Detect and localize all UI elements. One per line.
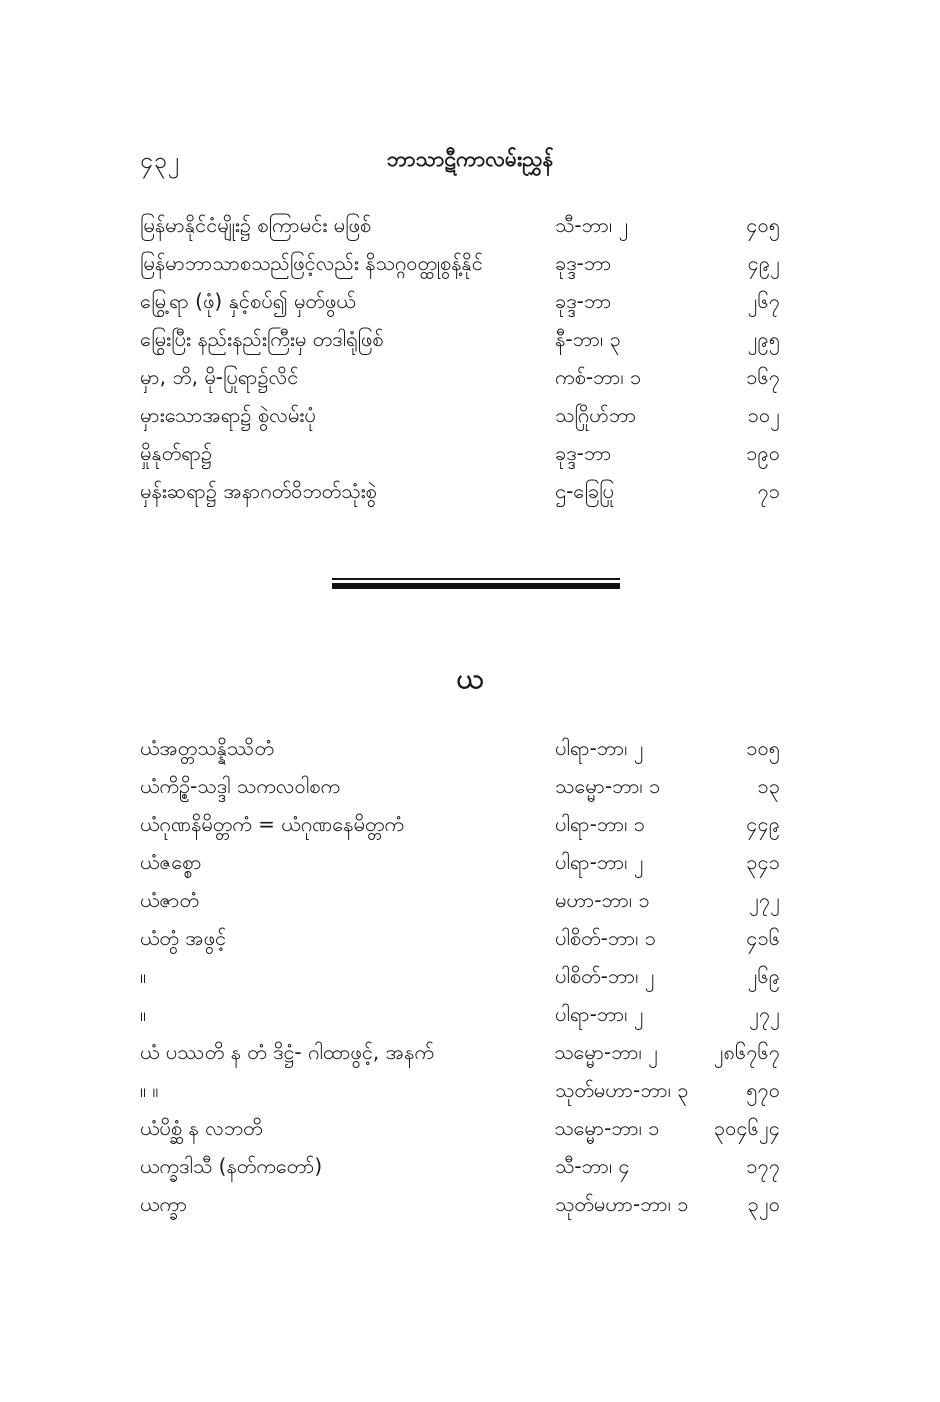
running-head-title: ဘာသာဋီကာလမ်းညွှန် (386, 147, 554, 171)
entry-term: ယံကိဉ္စိ-သဒ္ဒါ သကလဝါစက (140, 774, 341, 798)
entry-book-reference: နီ-ဘာ၊ ၃ (555, 327, 621, 351)
entry-page-number: ၂၉၅ (747, 327, 780, 351)
divider-thin-line (332, 578, 620, 580)
entry-term: မှားသောအရာ၌ စွဲလမ်းပုံ (140, 403, 316, 427)
entry-term: မြန်မာနိုင်ငံမျိုး၌ စကြာမင်း မဖြစ် (140, 213, 372, 237)
entry-page-number: ၂၇၂ (749, 888, 780, 912)
index-entry (140, 887, 780, 925)
index-entry (140, 1001, 780, 1039)
entry-term: ယက္ခာ (140, 1192, 188, 1216)
entry-page-number: ၁၃ (757, 774, 780, 798)
index-entry (140, 735, 780, 773)
entry-page-number: ၁၀၅ (746, 736, 780, 760)
entry-book-reference: ပါရာ-ဘာ၊ ၁ (555, 812, 646, 836)
index-entry (140, 1039, 780, 1077)
index-entry (140, 811, 780, 849)
entry-page-number: ၁၇၇ (746, 1154, 780, 1178)
index-entry (140, 250, 780, 288)
entry-book-reference: ပါရာ-ဘာ၊ ၂ (555, 850, 644, 874)
entry-page-number: ၄၄၉ (746, 812, 780, 836)
index-entry (140, 212, 780, 250)
entry-page-number: ၂၈၆၇၆၇ (713, 1040, 780, 1064)
entry-page-number: ၃၂၀ (747, 1192, 780, 1216)
entry-term: ယံဇာတံ (140, 888, 200, 912)
entry-book-reference: ခုဒ္ဒ-ဘာ (555, 289, 612, 313)
index-entry (140, 773, 780, 811)
entry-page-number: ၂၆၉ (747, 964, 780, 988)
section-divider (332, 578, 620, 590)
entry-book-reference: ခုဒ္ဒ-ဘာ (555, 441, 612, 465)
entry-term: ယံဇစ္စော (140, 850, 202, 874)
index-section-a (140, 212, 780, 516)
entry-page-number: ၄၉၂ (747, 251, 780, 275)
index-entry (140, 963, 780, 1001)
index-entry (140, 326, 780, 364)
entry-book-reference: သဂြိုဟ်ဘာ (555, 403, 637, 427)
entry-book-reference: ဌ-ခြေပြု (555, 479, 614, 503)
entry-page-number: ၃၀၄၆၂၄ (713, 1116, 780, 1140)
section-letter-heading: ယ (456, 662, 484, 695)
index-entry (140, 849, 780, 887)
entry-book-reference: ပါစိတ်-ဘာ၊ ၁ (555, 926, 657, 950)
index-entry (140, 925, 780, 963)
index-entry (140, 440, 780, 478)
entry-term: ယက္ခဒါသီ (နတ်ကတော်) (140, 1154, 323, 1178)
index-entry (140, 1153, 780, 1191)
entry-term: ယံပိစ္ဆံ န လဘတိ (140, 1116, 263, 1140)
entry-book-reference: ပါစိတ်-ဘာ၊ ၂ (555, 964, 655, 988)
entry-page-number: ၁၀၂ (747, 403, 780, 427)
index-entry (140, 478, 780, 516)
entry-book-reference: သမ္မော-ဘာ၊ ၁ (554, 1116, 660, 1140)
index-entry (140, 364, 780, 402)
entry-term: ။ (140, 964, 147, 988)
entry-page-number: ၁၆၇ (746, 365, 780, 389)
entry-page-number: ၂၆၇ (747, 289, 780, 313)
entry-book-reference: သုတ်မဟာ-ဘာ၊ ၁ (555, 1192, 689, 1216)
entry-term: မြန်မာဘာသာစသည်ဖြင့်လည်း နိသဂ္ဂဝတ္ထုစွန့်နိုင် (140, 251, 483, 275)
entry-term: ယံအတ္တသန္နိဿိတံ (140, 736, 274, 760)
entry-page-number: ၄၀၅ (746, 213, 780, 237)
entry-term: ယံ ပဿတိ န တံ ဒိဋ္ဌံ- ဂါထာဖွင့်, အနက် (140, 1040, 434, 1064)
entry-book-reference: သီ-ဘာ၊ ၂ (555, 213, 629, 237)
index-entry (140, 1191, 780, 1229)
entry-term: မှာ, ဘိ, မို-ပြုရာ၌လိင် (140, 365, 299, 389)
entry-term: မှန်းဆရာ၌ အနာဂတ်ဝိဘတ်သုံးစွဲ (140, 479, 377, 503)
index-entry (140, 1115, 780, 1153)
entry-book-reference: သမ္မော-ဘာ၊ ၁ (555, 774, 661, 798)
entry-page-number: ၃၄၁ (746, 850, 780, 874)
entry-term: ။ ။ (140, 1078, 159, 1102)
entry-book-reference: ကစ်-ဘာ၊ ၁ (555, 365, 642, 389)
entry-term: မြွေ့ရာ (ဖုံ) နှင့်စပ်၍ မှတ်ဖွယ် (140, 289, 356, 313)
index-entry (140, 288, 780, 326)
entry-book-reference: ခုဒ္ဒ-ဘာ (555, 251, 612, 275)
entry-book-reference: ပါရာ-ဘာ၊ ၂ (555, 1002, 644, 1026)
page-number: ၄၃၂ (140, 148, 181, 174)
entry-book-reference: မဟာ-ဘာ၊ ၁ (555, 888, 650, 912)
entry-term: ယံဂုဏနိမိတ္တကံ = ယံဂုဏနေမိတ္တကံ (140, 812, 404, 836)
index-section-b (140, 735, 780, 1229)
index-entry (140, 402, 780, 440)
entry-book-reference: သမ္မော-ဘာ၊ ၂ (554, 1040, 658, 1064)
entry-term: မှိုနုတ်ရာ၌ (140, 441, 213, 465)
index-entry (140, 1077, 780, 1115)
entry-book-reference: သုတ်မဟာ-ဘာ၊ ၃ (555, 1078, 689, 1102)
entry-term: မြွေးပြီး နည်းနည်းကြီးမှ တဒါရုံဖြစ် (140, 327, 384, 351)
entry-book-reference: သီ-ဘာ၊ ၄ (555, 1154, 630, 1178)
entry-term: ။ (140, 1002, 147, 1026)
entry-page-number: ၅၇၀ (746, 1078, 780, 1102)
entry-page-number: ၇၁ (757, 479, 780, 503)
entry-term: ယံတွံ အဖွင့် (140, 926, 227, 950)
divider-thick-line (332, 583, 620, 589)
entry-page-number: ၂၇၂ (749, 1002, 780, 1026)
entry-page-number: ၁၉၀ (746, 441, 780, 465)
entry-page-number: ၄၁၆ (746, 926, 780, 950)
entry-book-reference: ပါရာ-ဘာ၊ ၂ (555, 736, 644, 760)
